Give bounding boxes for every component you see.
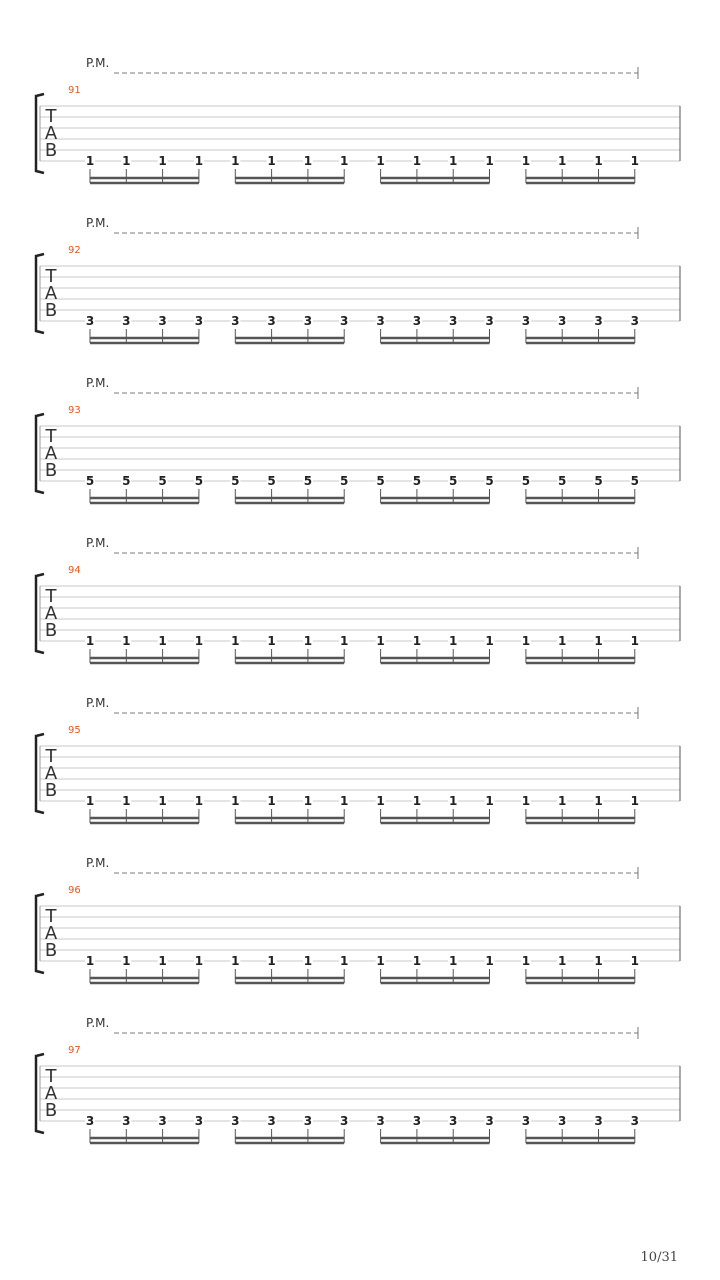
fret-number: 3: [485, 1114, 494, 1128]
fret-number: 5: [85, 474, 95, 488]
measure-number: 96: [68, 885, 81, 896]
fret-number: 5: [558, 474, 567, 488]
fret-number: 5: [194, 474, 204, 488]
tab-clef-letter: A: [44, 1083, 58, 1104]
fret-number: 1: [122, 954, 131, 968]
fret-number: 3: [412, 314, 422, 328]
palm-mute-label: P.M.: [86, 56, 110, 70]
fret-number: 5: [594, 474, 603, 488]
fret-number: 3: [521, 314, 531, 328]
fret-number: 1: [303, 154, 313, 168]
fret-number: 1: [267, 954, 276, 968]
measure-number: 95: [68, 725, 81, 736]
fret-number: 5: [231, 474, 240, 488]
tab-clef-letter: B: [44, 1100, 58, 1121]
fret-number: 1: [85, 794, 95, 808]
fret-number: 1: [122, 794, 131, 808]
tab-clef-letter: T: [45, 1066, 57, 1087]
fret-number: 1: [558, 954, 567, 968]
fret-number: 1: [521, 954, 531, 968]
palm-mute-label: P.M.: [86, 536, 110, 550]
fret-number: 1: [558, 154, 567, 168]
fret-number: 1: [158, 794, 167, 808]
fret-number: 1: [412, 954, 422, 968]
fret-number: 1: [194, 794, 204, 808]
fret-number: 1: [558, 634, 567, 648]
fret-number: 5: [122, 474, 131, 488]
fret-number: 1: [194, 154, 204, 168]
tab-clef-letter: A: [44, 283, 58, 304]
fret-number: 1: [449, 154, 458, 168]
fret-number: 1: [194, 634, 204, 648]
fret-number: 1: [267, 154, 276, 168]
tab-clef-letter: A: [44, 603, 58, 624]
page-number: 10/31: [640, 1250, 678, 1265]
fret-number: 3: [376, 1114, 385, 1128]
fret-number: 3: [558, 1114, 567, 1128]
fret-number: 1: [558, 794, 567, 808]
fret-number: 3: [303, 1114, 313, 1128]
fret-number: 1: [630, 794, 639, 808]
palm-mute-label: P.M.: [86, 696, 110, 710]
fret-number: 1: [122, 634, 131, 648]
fret-number: 3: [122, 314, 131, 328]
fret-number: 3: [194, 1114, 204, 1128]
fret-number: 3: [158, 314, 167, 328]
fret-number: 1: [594, 154, 603, 168]
fret-number: 1: [85, 954, 95, 968]
fret-number: 3: [412, 1114, 422, 1128]
fret-number: 1: [122, 154, 131, 168]
fret-number: 5: [376, 474, 385, 488]
tab-clef-letter: T: [45, 586, 57, 607]
fret-number: 1: [485, 954, 494, 968]
fret-number: 5: [267, 474, 276, 488]
fret-number: 1: [376, 634, 385, 648]
fret-number: 1: [521, 634, 531, 648]
fret-number: 3: [594, 1114, 603, 1128]
fret-number: 3: [303, 314, 313, 328]
tab-clef-letter: T: [45, 266, 57, 287]
fret-number: 3: [122, 1114, 131, 1128]
palm-mute-label: P.M.: [86, 856, 110, 870]
palm-mute-label: P.M.: [86, 376, 110, 390]
fret-number: 1: [630, 634, 639, 648]
fret-number: 1: [412, 154, 422, 168]
fret-number: 1: [303, 634, 313, 648]
fret-number: 1: [303, 954, 313, 968]
fret-number: 1: [412, 794, 422, 808]
fret-number: 3: [340, 314, 349, 328]
fret-number: 1: [231, 154, 240, 168]
tab-clef-letter: A: [44, 923, 58, 944]
fret-number: 3: [376, 314, 385, 328]
measure-number: 94: [68, 565, 81, 576]
fret-number: 5: [412, 474, 422, 488]
fret-number: 3: [85, 1114, 95, 1128]
fret-number: 3: [558, 314, 567, 328]
fret-number: 3: [158, 1114, 167, 1128]
tab-clef-letter: A: [44, 123, 58, 144]
fret-number: 1: [85, 154, 95, 168]
measure-number: 93: [68, 405, 81, 416]
fret-number: 1: [340, 634, 349, 648]
fret-number: 1: [594, 634, 603, 648]
palm-mute-label: P.M.: [86, 216, 110, 230]
tab-clef-letter: B: [44, 780, 58, 801]
fret-number: 3: [449, 1114, 458, 1128]
fret-number: 1: [630, 954, 639, 968]
tab-clef-letter: B: [44, 140, 58, 161]
fret-number: 1: [521, 794, 531, 808]
tab-clef-letter: T: [45, 906, 57, 927]
fret-number: 1: [594, 954, 603, 968]
fret-number: 1: [376, 794, 385, 808]
fret-number: 1: [449, 634, 458, 648]
fret-number: 5: [340, 474, 349, 488]
tab-clef-letter: A: [44, 443, 58, 464]
fret-number: 1: [85, 634, 95, 648]
tab-clef-letter: T: [45, 426, 57, 447]
fret-number: 5: [303, 474, 313, 488]
fret-number: 5: [158, 474, 167, 488]
fret-number: 1: [412, 634, 422, 648]
fret-number: 1: [376, 954, 385, 968]
fret-number: 3: [449, 314, 458, 328]
fret-number: 3: [231, 1114, 240, 1128]
fret-number: 1: [231, 634, 240, 648]
fret-number: 1: [485, 634, 494, 648]
fret-number: 1: [340, 794, 349, 808]
fret-number: 1: [594, 794, 603, 808]
fret-number: 1: [158, 154, 167, 168]
tab-clef-letter: B: [44, 940, 58, 961]
palm-mute-label: P.M.: [86, 1016, 110, 1030]
fret-number: 1: [340, 154, 349, 168]
fret-number: 3: [267, 1114, 276, 1128]
tab-clef-letter: A: [44, 763, 58, 784]
fret-number: 1: [449, 954, 458, 968]
fret-number: 3: [231, 314, 240, 328]
tab-clef-letter: T: [45, 106, 57, 127]
fret-number: 5: [630, 474, 639, 488]
fret-number: 3: [594, 314, 603, 328]
tab-clef-letter: B: [44, 300, 58, 321]
fret-number: 1: [231, 954, 240, 968]
fret-number: 3: [267, 314, 276, 328]
fret-number: 3: [85, 314, 95, 328]
fret-number: 3: [485, 314, 494, 328]
measure-number: 92: [68, 245, 81, 256]
fret-number: 1: [158, 634, 167, 648]
fret-number: 1: [267, 794, 276, 808]
fret-number: 1: [231, 794, 240, 808]
fret-number: 1: [521, 154, 531, 168]
tab-clef-letter: T: [45, 746, 57, 767]
fret-number: 3: [194, 314, 204, 328]
fret-number: 3: [630, 314, 639, 328]
fret-number: 5: [521, 474, 531, 488]
tab-clef-letter: B: [44, 460, 58, 481]
fret-number: 3: [340, 1114, 349, 1128]
fret-number: 1: [340, 954, 349, 968]
fret-number: 1: [376, 154, 385, 168]
fret-number: 1: [485, 154, 494, 168]
fret-number: 3: [630, 1114, 639, 1128]
measure-number: 97: [68, 1045, 81, 1056]
fret-number: 1: [158, 954, 167, 968]
fret-number: 1: [194, 954, 204, 968]
fret-number: 1: [303, 794, 313, 808]
tab-clef-letter: B: [44, 620, 58, 641]
fret-number: 1: [267, 634, 276, 648]
fret-number: 5: [449, 474, 458, 488]
fret-number: 1: [449, 794, 458, 808]
fret-number: 1: [485, 794, 494, 808]
fret-number: 5: [485, 474, 494, 488]
measure-number: 91: [68, 85, 81, 96]
fret-number: 3: [521, 1114, 531, 1128]
fret-number: 1: [630, 154, 639, 168]
